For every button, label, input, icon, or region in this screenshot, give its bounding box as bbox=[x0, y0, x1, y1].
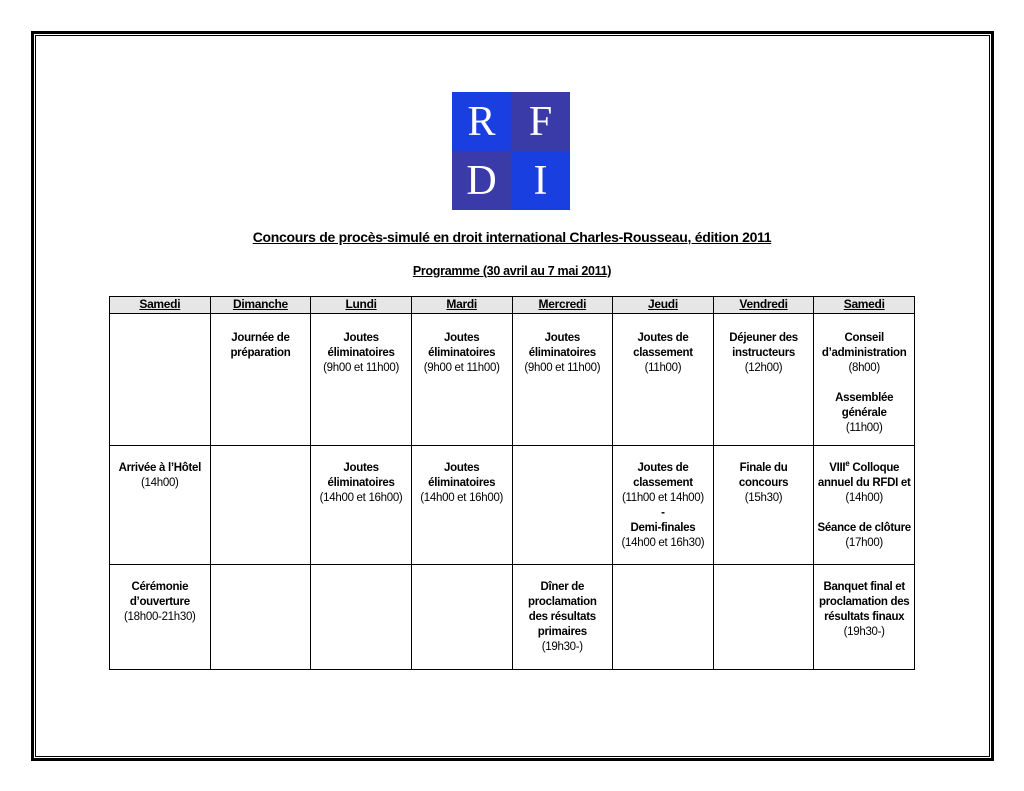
day-header-row bbox=[110, 297, 915, 314]
event-time: (9h00 et 11h00) bbox=[423, 362, 500, 374]
event-label: éliminatoires bbox=[327, 477, 395, 489]
event-label: d’ouverture bbox=[129, 596, 190, 608]
event-time: (19h30-) bbox=[843, 626, 885, 638]
schedule-cell bbox=[210, 446, 311, 565]
schedule-row bbox=[110, 565, 915, 670]
event-label: Cérémonie bbox=[131, 581, 189, 593]
event-time: (19h30-) bbox=[541, 641, 583, 653]
schedule-cell bbox=[311, 565, 412, 670]
schedule-cell bbox=[713, 446, 814, 565]
schedule-cell bbox=[411, 565, 512, 670]
event-time: (9h00 et 11h00) bbox=[323, 362, 399, 374]
event-label: Déjeuner des bbox=[729, 332, 798, 344]
event-label: générale bbox=[841, 407, 887, 419]
schedule-cell bbox=[110, 446, 211, 565]
event-label: Séance de clôture bbox=[817, 522, 911, 534]
schedule-cell bbox=[110, 565, 211, 670]
schedule-cell bbox=[110, 314, 211, 446]
event-label: des résultats bbox=[528, 611, 596, 623]
event-time: (14h00) bbox=[141, 477, 179, 489]
event-label: instructeurs bbox=[732, 347, 795, 359]
event-label: Dîner de bbox=[540, 581, 585, 593]
event-label: classement bbox=[633, 477, 693, 489]
event-label: proclamation bbox=[528, 596, 597, 608]
schedule-cell bbox=[814, 446, 915, 565]
event-label: annuel du RFDI et bbox=[817, 477, 911, 489]
event-label: Joutes bbox=[343, 462, 379, 474]
schedule-table bbox=[109, 296, 915, 670]
schedule-cell bbox=[814, 314, 915, 446]
event-label: primaires bbox=[537, 626, 587, 638]
event-label: résultats finaux bbox=[824, 611, 905, 623]
event-label: Arrivée à l’Hôtel bbox=[118, 462, 202, 474]
schedule-cell bbox=[210, 314, 311, 446]
event-label: Joutes bbox=[444, 332, 480, 344]
event-label: d’administration bbox=[821, 347, 907, 359]
logo-letter-f: F bbox=[511, 92, 570, 151]
schedule-row bbox=[110, 446, 915, 565]
event-label: préparation bbox=[230, 347, 291, 359]
event-label: Conseil bbox=[844, 332, 884, 344]
schedule-cell bbox=[411, 314, 512, 446]
event-time: (11h00) bbox=[644, 362, 682, 374]
event-time: (14h00 et 16h00) bbox=[420, 492, 504, 504]
day-header: Dimanche bbox=[210, 297, 311, 314]
event-time: (11h00 et 14h00) bbox=[621, 492, 704, 504]
schedule-cell bbox=[512, 565, 613, 670]
schedule-cell bbox=[613, 565, 714, 670]
event-label: classement bbox=[633, 347, 693, 359]
event-label: Demi-finales bbox=[630, 522, 696, 534]
event-label: VIIIe Colloque bbox=[829, 459, 900, 474]
schedule-cell bbox=[512, 314, 613, 446]
day-header: Jeudi bbox=[613, 297, 714, 314]
document-title: Concours de procès-simulé en droit international Charles-Rousseau, édition 2011 bbox=[252, 229, 772, 245]
event-label: concours bbox=[738, 477, 789, 489]
event-label: Assemblée bbox=[835, 392, 894, 404]
event-label: éliminatoires bbox=[428, 477, 496, 489]
day-header: Mardi bbox=[411, 297, 512, 314]
schedule-row bbox=[110, 314, 915, 446]
event-time: (12h00) bbox=[744, 362, 783, 374]
cell-spacer bbox=[816, 506, 912, 521]
day-header: Vendredi bbox=[713, 297, 814, 314]
logo-letter-d: D bbox=[452, 151, 511, 210]
event-time: (9h00 et 11h00) bbox=[524, 362, 601, 374]
event-label: Joutes bbox=[343, 332, 379, 344]
schedule-cell bbox=[512, 446, 613, 565]
day-header: Samedi bbox=[814, 297, 915, 314]
logo-letter-r: R bbox=[452, 92, 511, 151]
event-label: éliminatoires bbox=[528, 347, 596, 359]
schedule-cell bbox=[311, 446, 412, 565]
event-time: (18h00-21h30) bbox=[124, 611, 196, 623]
event-label: - bbox=[661, 507, 665, 519]
schedule-cell bbox=[613, 446, 714, 565]
event-label: éliminatoires bbox=[327, 347, 395, 359]
event-time: (17h00) bbox=[845, 537, 883, 549]
day-header: Lundi bbox=[311, 297, 412, 314]
event-label: Joutes bbox=[544, 332, 580, 344]
event-label: Joutes de bbox=[637, 462, 689, 474]
logo-letter-i: I bbox=[511, 151, 570, 210]
event-time: (11h00) bbox=[845, 422, 883, 434]
event-label: Joutes de bbox=[637, 332, 689, 344]
schedule-cell bbox=[713, 314, 814, 446]
event-label: Joutes bbox=[444, 462, 480, 474]
event-time: (14h00 et 16h00) bbox=[319, 492, 403, 504]
cell-spacer bbox=[816, 376, 912, 391]
event-time: (14h00 et 16h30) bbox=[621, 537, 705, 549]
event-time: (14h00) bbox=[845, 492, 883, 504]
programme-subtitle: Programme (30 avril au 7 mai 2011) bbox=[412, 264, 612, 278]
event-label: proclamation des bbox=[818, 596, 910, 608]
day-header: Mercredi bbox=[512, 297, 613, 314]
schedule-cell bbox=[613, 314, 714, 446]
event-label: éliminatoires bbox=[428, 347, 496, 359]
schedule-cell bbox=[411, 446, 512, 565]
rfdi-logo bbox=[452, 92, 570, 210]
schedule-cell bbox=[210, 565, 311, 670]
event-label: Finale du bbox=[739, 462, 788, 474]
schedule-cell bbox=[713, 565, 814, 670]
schedule-cell bbox=[814, 565, 915, 670]
event-time: (8h00) bbox=[848, 362, 880, 374]
event-label: Journée de bbox=[231, 332, 290, 344]
day-header: Samedi bbox=[110, 297, 211, 314]
event-label: Banquet final et bbox=[823, 581, 905, 593]
schedule-cell bbox=[311, 314, 412, 446]
event-time: (15h30) bbox=[744, 492, 783, 504]
